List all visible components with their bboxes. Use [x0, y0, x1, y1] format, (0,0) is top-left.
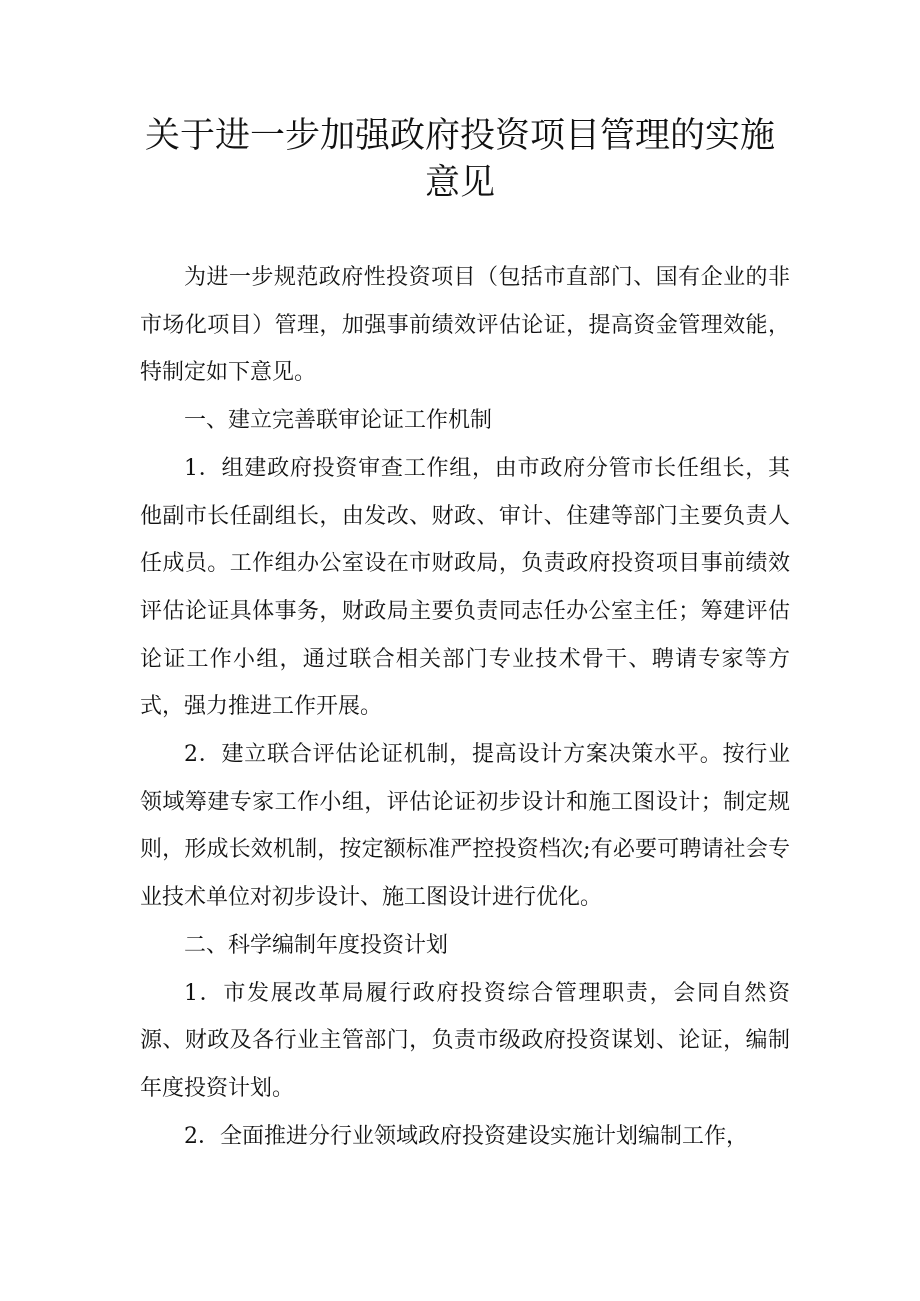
section-2-item-2: 2．全面推进分行业领域政府投资建设实施计划编制工作，: [184, 1123, 748, 1149]
intro-paragraph: 为进一步规范政府性投资项目（包括市直部门、国有企业的非市场化项目）管理，加强事前绩效评估论证，提高资金管理效能，特制定如下意见。: [140, 265, 790, 386]
section-1-item-2: 2．建立联合评估论证机制，提高设计方案决策水平。按行业领域筹建专家工作小组，评估论证初步设计和施工图设计；制定规则，形成长效机制，按定额标准严控投资档次;有必要可聘请社会专业技术单位对初步设计、施工图设计进行优化。: [140, 742, 790, 911]
section-heading-1: 一、建立完善联审论证工作机制: [184, 408, 493, 434]
section-2-item-1: 1．市发展改革局履行政府投资综合管理职责，会同自然资源、财政及各行业主管部门，负责市级政府投资谋划、论证，编制年度投资计划。: [140, 980, 790, 1101]
document-body: [140, 254, 790, 1160]
document-title-line2: 意见: [424, 163, 495, 203]
section-1-item-1: 1．组建政府投资审查工作组，由市政府分管市长任组长，其他副市长任副组长，由发改、财政、审计、住建等部门主要负责人任成员。工作组办公室设在市财政局，负责政府投资项目事前绩效评估论证具体事务，财政局主要负责同志任办公室主任；筹建评估论证工作小组，通过联合相关部门专业技术骨干、聘请专家等方式，强力推进工作开展。: [140, 455, 790, 720]
document-title-line1: 关于进一步加强政府投资项目管理的实施: [144, 116, 775, 156]
section-heading-2: 二、科学编制年度投资计划: [184, 932, 449, 958]
